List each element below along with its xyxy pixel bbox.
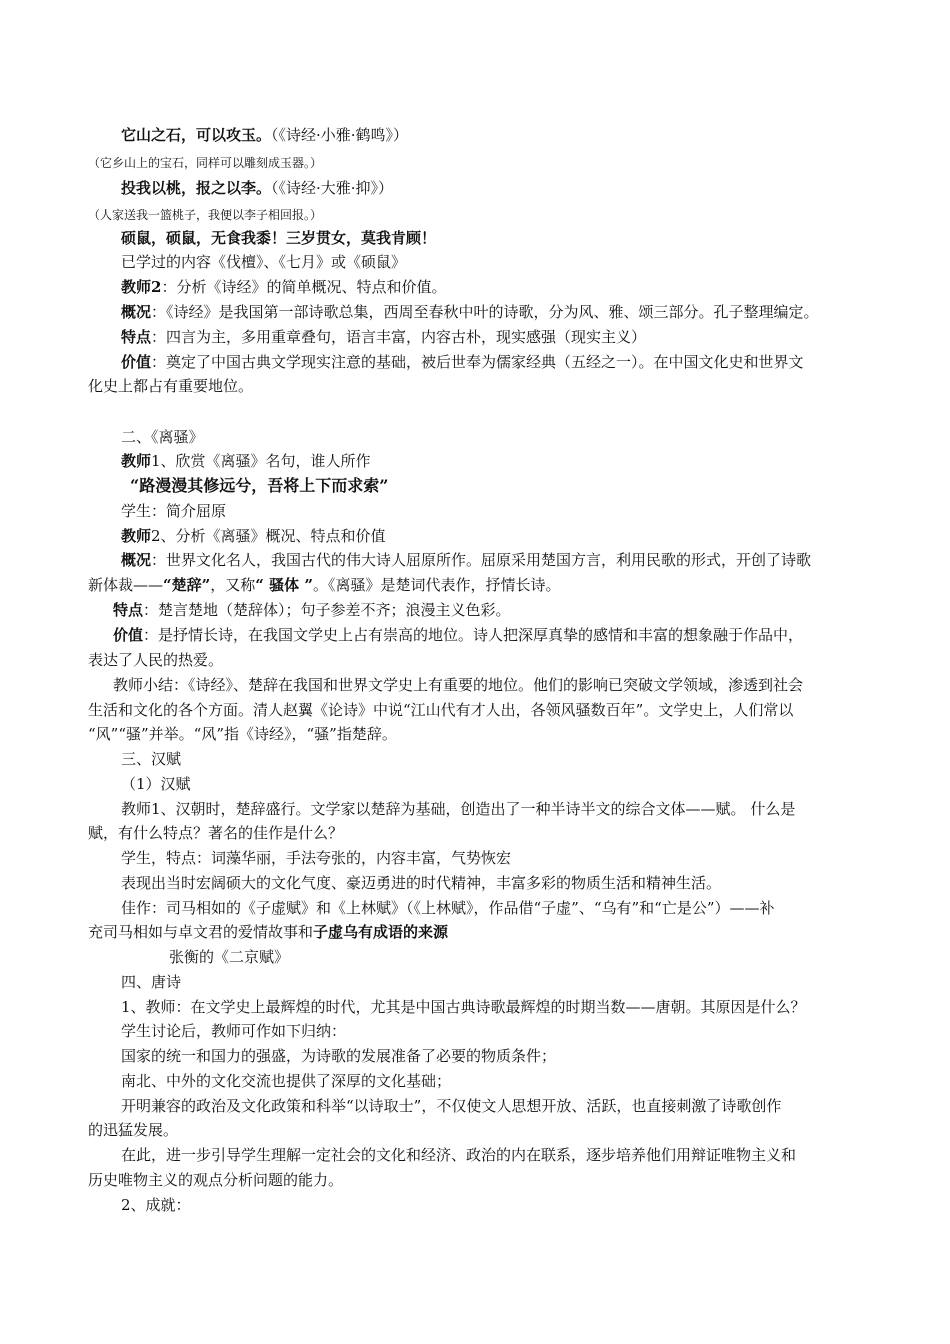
text-line: 2、成就： [121,1196,191,1214]
text-line: 学生：简介屈原 [121,502,227,520]
teacher-task [121,526,386,546]
text-line: 在此，进一步引导学生理解一定社会的文化和经济、政治的内在联系，逐步培养他们用辩证唯物主义和 [121,1146,797,1164]
label: 概况 [121,303,152,321]
text-line: 教师小结：《诗经》、楚辞在我国和世界文学史上有重要的地位。他们的影响已突破文学领域，渗透到社会 [113,676,804,694]
text-line: 表现出当时宏阔硕大的文化气度、豪迈勇进的时代精神，丰富多彩的物质生活和精神生活。 [121,874,722,892]
text-line: 1、教师：在文学史上最辉煌的时代，尤其是中国古典诗歌最辉煌的时期当数——唐朝。其原因是什么？ [121,998,806,1016]
value-line [121,352,804,372]
text-line: 表达了人民的热爱。 [88,651,224,669]
text-line: 国家的统一和国力的强盛，为诗歌的发展准备了必要的物质条件； [121,1047,557,1065]
text-line: 开明兼容的政治及文化政策和科举“以诗取士”，不仅使文人思想开放、活跃，也直接刺激了诗歌创作 [121,1097,782,1115]
text-line: 赋，有什么特点？著名的佳作是什么？ [88,824,344,842]
value-line [113,625,803,645]
overview-line [121,550,811,570]
text-line: 张衡的《二京赋》 [169,948,290,966]
quote-line [121,178,393,198]
text-line: 的迅猛发展。 [88,1121,179,1139]
text: ，又称 [210,576,256,594]
term: “ 骚体 ” [255,576,313,594]
text: ：世界文化名人，我国古代的伟大诗人屈原所作。屈原采用楚国方言，利用民歌的形式，开创了诗歌 [151,551,812,569]
text: 充司马相如与卓文君的爱情故事和 [88,923,314,941]
text-line: 南北、中外的文化交流也提供了深厚的文化基础； [121,1072,452,1090]
text: 1、欣赏《离骚》名句，谁人所作 [151,452,371,470]
section-heading: 三、汉赋 [121,750,182,768]
quote-line [121,125,408,145]
text-line: 学生讨论后，教师可作如下归纳： [121,1022,347,1040]
label: 价值 [121,353,152,371]
text-line [88,575,561,595]
text-line [88,922,448,942]
text-line: 学生，特点：词藻华丽，手法夸张的，内容丰富，气势恢宏 [121,849,512,867]
translation-line: （它乡山上的宝石，同样可以雕刻成玉器。） [88,156,323,170]
term: “楚辞” [163,576,211,594]
features-line [113,600,511,620]
section-heading: 二、《离骚》 [121,428,204,446]
text-line: 化史上都占有重要地位。 [88,377,254,395]
highlight: 子虚乌有成语的来源 [313,923,449,941]
text: ：楚言楚地（楚辞体）；句子参差不齐；浪漫主义色彩。 [143,601,511,619]
text: 新体裁—— [88,576,164,594]
text: ：奠定了中国古典文学现实注意的基础，被后世奉为儒家经典（五经之一）。在中国文化史和世界文 [151,353,804,371]
text: ：四言为主，多用重章叠句，语言丰富，内容古朴，现实感强（现实主义） [151,328,647,346]
label: 教师2 [121,278,162,296]
text: ：分析《诗经》的简单概况、特点和价值。 [161,278,447,296]
subsection-heading: （1）汉赋 [121,775,191,793]
overview-line [121,302,819,322]
text-line: 生活和文化的各个方面。清人赵翼《论诗》中说“江山代有才人出，各领风骚数百年”。文学史上，人们常以 [88,701,794,719]
text-line: 已学过的内容《伐檀》、《七月》或《硕鼠》 [121,253,407,271]
text-line: 佳作：司马相如的《子虚赋》和《上林赋》（《上林赋》，作品借“子虚”、“乌有”和“亡是公”）——补 [121,899,775,917]
label: 价值 [113,626,144,644]
quote-line: 硕鼠，硕鼠，无食我黍！三岁贯女，莫我肯顾！ [121,229,437,247]
translation-line: （人家送我一篮桃子，我便以李子相回报。） [88,208,323,222]
text: ：《诗经》是我国第一部诗歌总集，西周至春秋中叶的诗歌，分为风、雅、颂三部分。孔子整理编定。 [151,303,819,321]
label: 特点 [121,328,152,346]
label: 概况 [121,551,152,569]
quote-text: 它山之石，可以攻玉。 [121,126,272,144]
teacher-task [121,277,446,297]
section-heading: 四、唐诗 [121,973,182,991]
text: ：是抒情长诗，在我国文学史上占有崇高的地位。诗人把深厚真挚的感情和丰富的想象融于作品中， [143,626,804,644]
quote-source: （《诗经·小雅·鹤鸣》） [271,126,409,144]
text-line: “风”“骚”并举。“风”指《诗经》，“骚”指楚辞。 [88,725,397,743]
text: 2、分析《离骚》概况、特点和价值 [151,527,386,545]
teacher-task [121,451,371,471]
label: 教师 [121,527,152,545]
famous-quote: “路漫漫其修远兮，吾将上下而求索” [130,476,389,495]
features-line [121,327,646,347]
label: 特点 [113,601,144,619]
text: 。《离骚》是楚词代表作，抒情长诗。 [313,576,561,594]
text-line: 历史唯物主义的观点分析问题的能力。 [88,1171,344,1189]
quote-source: （《诗经·大雅·抑》） [271,179,394,197]
quote-text: 投我以桃，报之以李。 [121,179,272,197]
label: 教师 [121,452,152,470]
text-line: 教师1、汉朝时，楚辞盛行。文学家以楚辞为基础，创造出了一种半诗半文的综合文体——赋。 什么是 [121,800,796,818]
